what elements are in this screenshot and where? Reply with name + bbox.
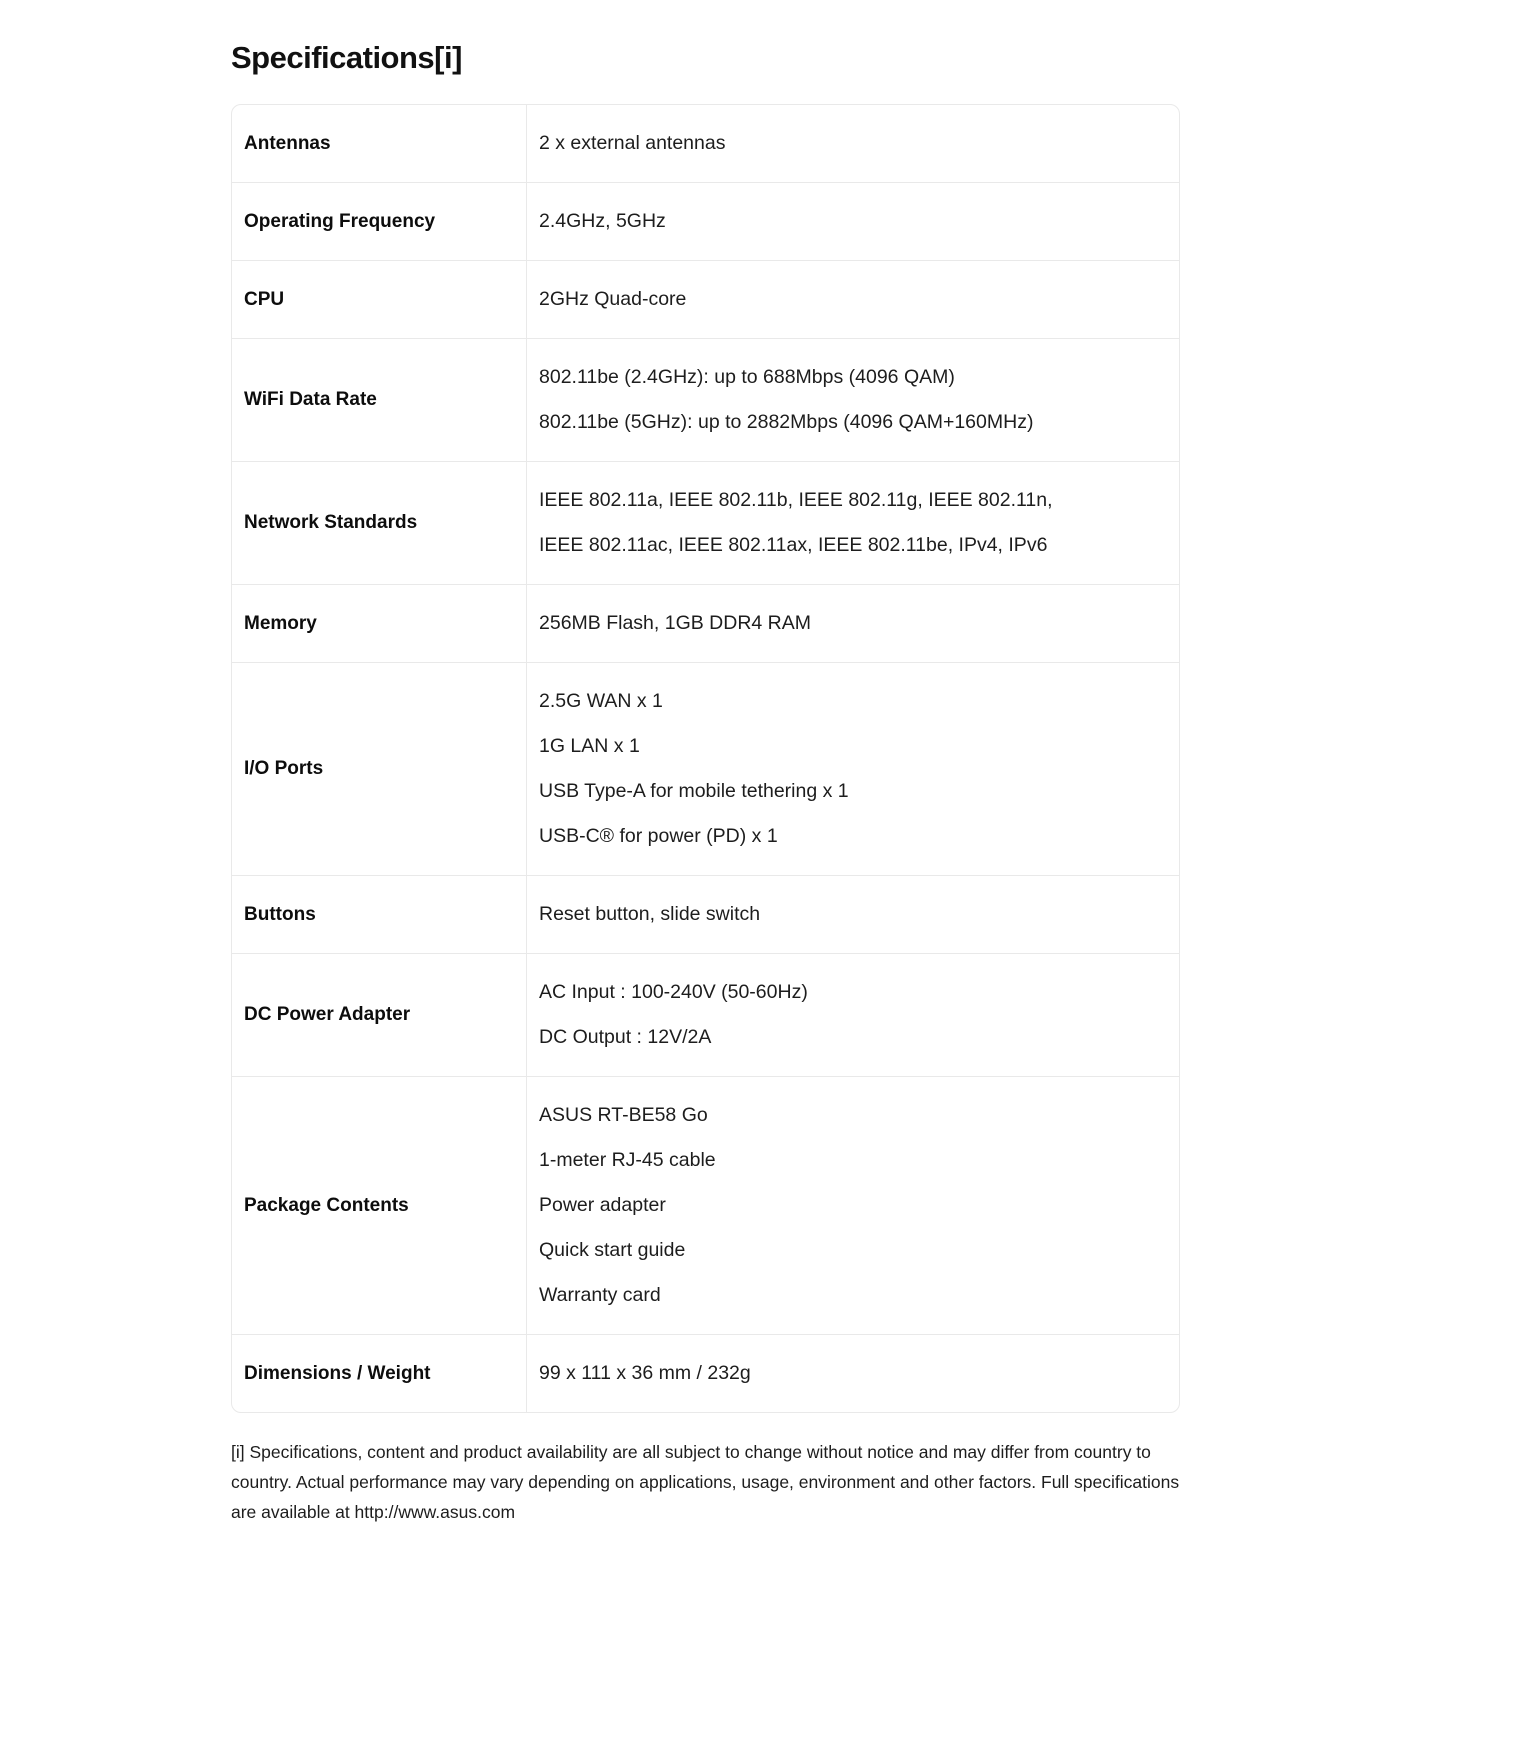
spec-label: Memory <box>232 585 527 662</box>
spec-value <box>527 261 1179 338</box>
spec-label: Operating Frequency <box>232 183 527 260</box>
spec-value-line: 802.11be (2.4GHz): up to 688Mbps (4096 QAM) <box>539 366 955 388</box>
spec-value-line: USB Type-A for mobile tethering x 1 <box>539 780 849 802</box>
spec-label: Dimensions / Weight <box>232 1335 527 1412</box>
page-title: Specifications[i] <box>231 40 462 75</box>
spec-value <box>527 105 1179 182</box>
spec-value <box>527 462 1179 584</box>
table-row-wifi-data-rate <box>232 339 1179 462</box>
spec-value-line: Reset button, slide switch <box>539 903 761 925</box>
specifications-section <box>231 40 1180 1527</box>
spec-value-line: 2GHz Quad-core <box>539 288 687 310</box>
table-row-network-standards <box>232 462 1179 585</box>
spec-label: Antennas <box>232 105 527 182</box>
table-row-cpu <box>232 261 1179 339</box>
spec-value <box>527 339 1179 461</box>
spec-value <box>527 1335 1179 1412</box>
spec-value-line: 256MB Flash, 1GB DDR4 RAM <box>539 612 812 634</box>
spec-value-line: 802.11be (5GHz): up to 2882Mbps (4096 QAM+160MHz) <box>539 411 1034 433</box>
spec-label: I/O Ports <box>232 663 527 875</box>
spec-value-line: USB-C® for power (PD) x 1 <box>539 825 778 847</box>
table-row-dimensions-weight <box>232 1335 1179 1412</box>
spec-value <box>527 954 1179 1076</box>
table-row-operating-frequency <box>232 183 1179 261</box>
spec-value-line: 1-meter RJ-45 cable <box>539 1149 716 1171</box>
spec-value <box>527 183 1179 260</box>
spec-value-line: 2 x external antennas <box>539 132 726 154</box>
spec-value-line: Quick start guide <box>539 1239 686 1261</box>
table-row-package-contents <box>232 1077 1179 1335</box>
spec-value-line: ASUS RT-BE58 Go <box>539 1104 708 1126</box>
footnote-text: [i] Specifications, content and product availability are all subject to change without notice and may differ from country to country. Actual performance may vary depending on applications, usage, environment and other factors. Full specifications are available at http://www.asus.com <box>231 1442 1180 1522</box>
spec-value-line: Power adapter <box>539 1194 666 1216</box>
spec-value-line: 2.4GHz, 5GHz <box>539 210 666 232</box>
spec-value <box>527 663 1179 875</box>
spec-label: DC Power Adapter <box>232 954 527 1076</box>
spec-value <box>527 1077 1179 1334</box>
spec-value-line: 1G LAN x 1 <box>539 735 640 757</box>
spec-value <box>527 585 1179 662</box>
spec-label: Package Contents <box>232 1077 527 1334</box>
spec-value-line: Warranty card <box>539 1284 661 1306</box>
spec-label: WiFi Data Rate <box>232 339 527 461</box>
spec-label: Buttons <box>232 876 527 953</box>
table-row-antennas <box>232 105 1179 183</box>
spec-value-line: IEEE 802.11a, IEEE 802.11b, IEEE 802.11g, IEEE 802.11n, <box>539 489 1053 511</box>
specifications-table <box>231 104 1180 1413</box>
table-row-memory <box>232 585 1179 663</box>
spec-value-line: AC Input : 100-240V (50-60Hz) <box>539 981 808 1003</box>
spec-value <box>527 876 1179 953</box>
table-row-io-ports <box>232 663 1179 876</box>
spec-label: Network Standards <box>232 462 527 584</box>
table-row-buttons <box>232 876 1179 954</box>
spec-value-line: IEEE 802.11ac, IEEE 802.11ax, IEEE 802.11be, IPv4, IPv6 <box>539 534 1048 556</box>
table-row-dc-power-adapter <box>232 954 1179 1077</box>
spec-value-line: 99 x 111 x 36 mm / 232g <box>539 1362 751 1384</box>
spec-label: CPU <box>232 261 527 338</box>
spec-value-line: 2.5G WAN x 1 <box>539 690 663 712</box>
spec-value-line: DC Output : 12V/2A <box>539 1026 712 1048</box>
